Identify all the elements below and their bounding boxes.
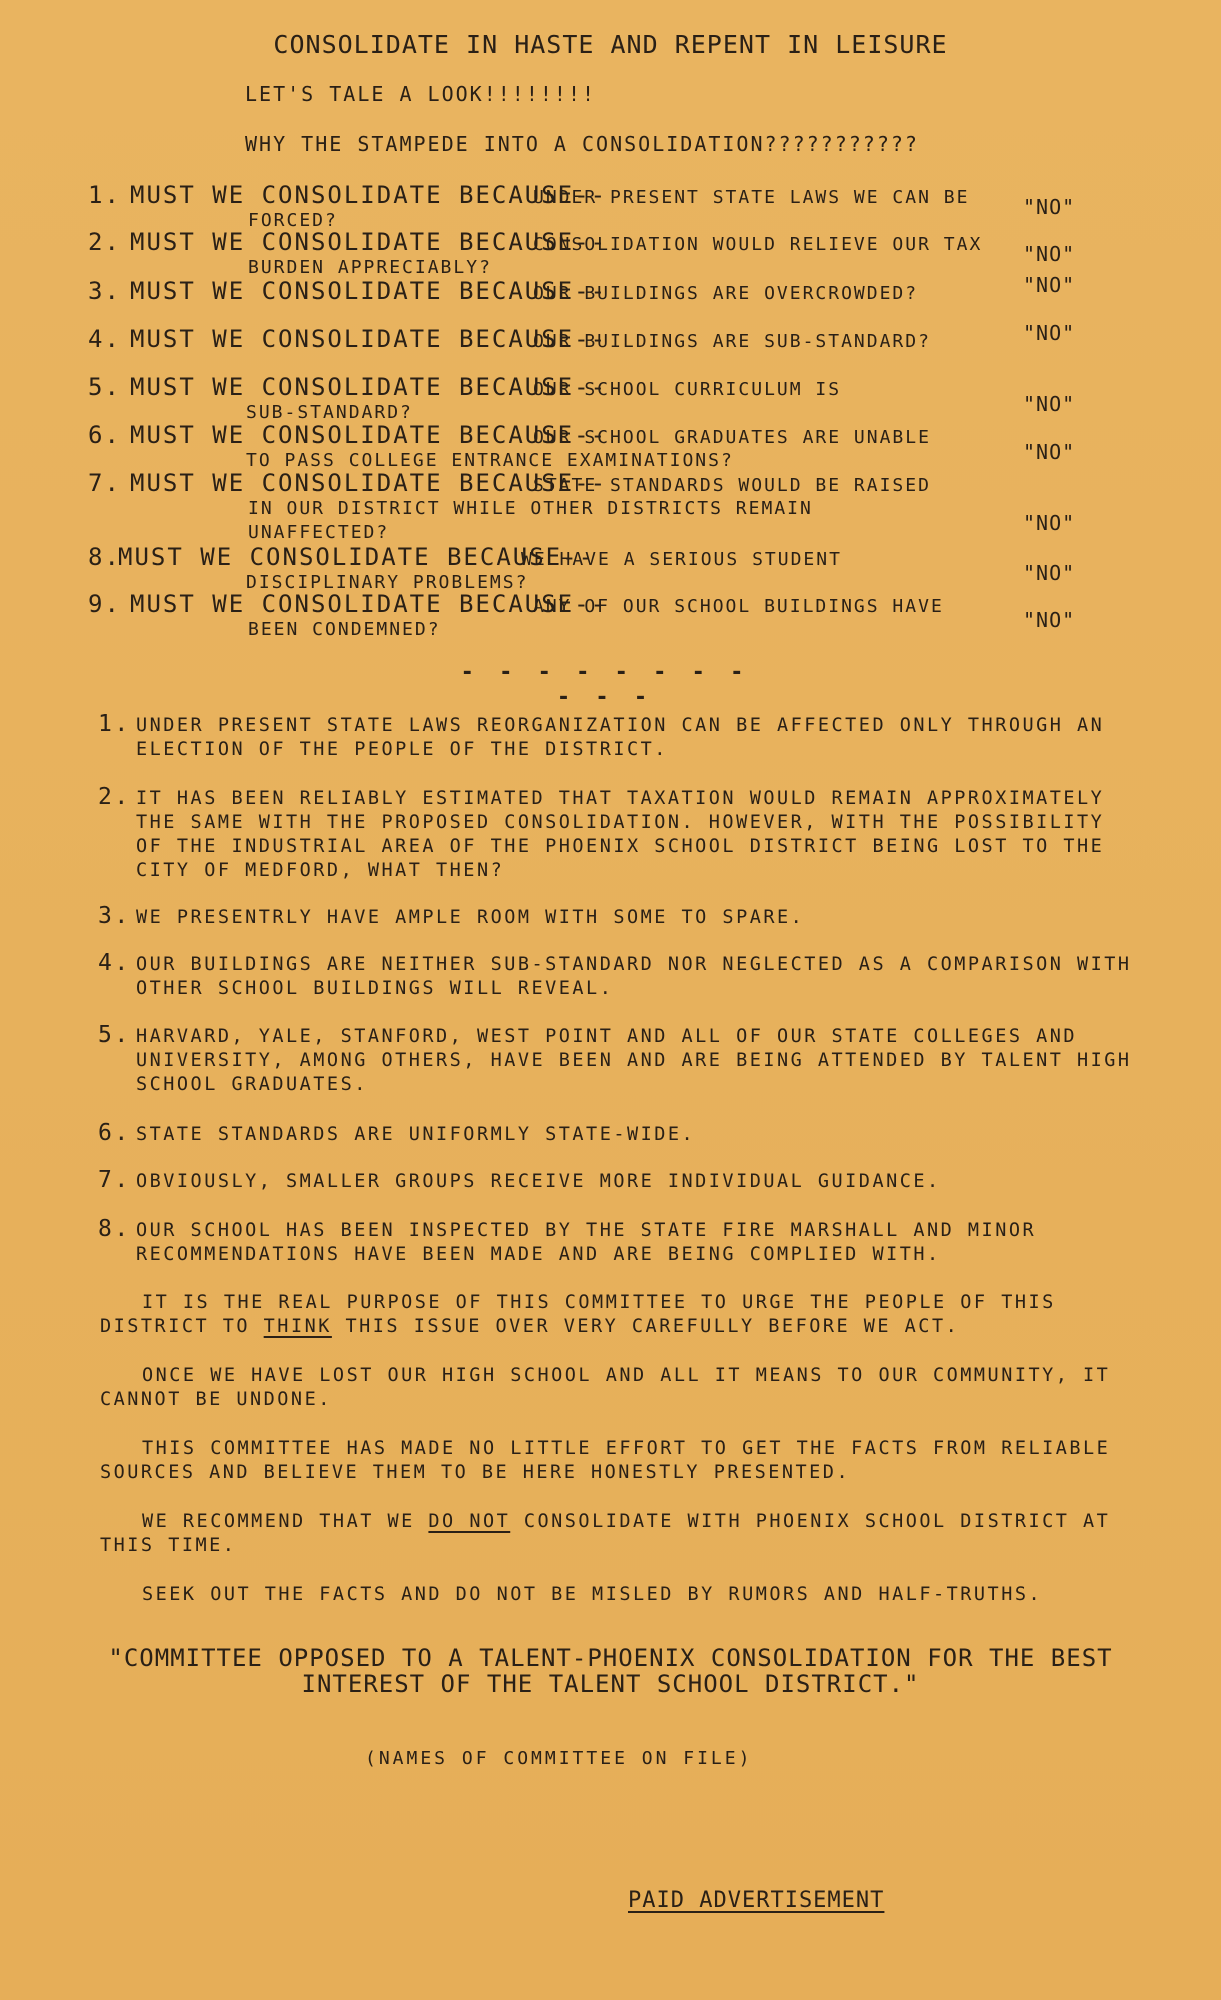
question-continuation: DISCIPLINARY PROBLEMS? xyxy=(246,572,529,593)
intro-line-1: LET'S TALE A LOOK!!!!!!!! xyxy=(245,82,597,106)
committee-names-note: (NAMES OF COMMITTEE ON FILE) xyxy=(365,1748,753,1769)
committee-statement-line-1: "COMMITTEE OPPOSED TO A TALENT-PHOENIX CONSOLIDATION FOR THE BEST xyxy=(108,1644,1113,1672)
effort-paragraph xyxy=(100,1437,1130,1485)
question-number: 9. xyxy=(88,590,121,618)
question-continuation: FORCED? xyxy=(248,210,338,231)
question-lead: MUST WE CONSOLIDATE BECAUSE-- xyxy=(130,325,608,353)
question-lead: MUST WE CONSOLIDATE BECAUSE-- xyxy=(130,277,608,305)
question-answer: "NO" xyxy=(1023,392,1076,416)
question-continuation: SUB-STANDARD? xyxy=(246,402,413,423)
committee-statement xyxy=(0,1645,1221,1697)
effort-text: THIS COMMITTEE HAS MADE NO LITTLE EFFORT TO GET THE FACTS FROM RELIABLE SOURCES AND BELIEVE THEM TO BE HERE HONESTLY PRESENTED. xyxy=(100,1438,1111,1483)
answer-text: STATE STANDARDS ARE UNIFORMLY STATE-WIDE. xyxy=(136,1124,696,1145)
question-lead: MUST WE CONSOLIDATE BECAUSE-- xyxy=(130,421,608,449)
question-lead: MUST WE CONSOLIDATE BECAUSE-- xyxy=(130,228,608,256)
emphasis-do-not: DO NOT xyxy=(428,1511,511,1532)
question-lead: MUST WE CONSOLIDATE BECAUSE-- xyxy=(130,469,608,497)
question-continuation: IN OUR DISTRICT WHILE OTHER DISTRICTS REMAIN xyxy=(248,498,813,519)
answer-text: IT HAS BEEN RELIABLY ESTIMATED THAT TAXATION WOULD REMAIN APPROXIMATELY THE SAME WITH THE PROPOSED CONSOLIDATION. HOWEVER, WITH THE POSSIBILITY OF THE INDUSTRIAL AREA OF THE PHOENIX SCHOOL DISTRICT BEING LOST TO THE CITY OF MEDFORD, WHAT THEN? xyxy=(136,788,1105,881)
question-text: UNDER PRESENT STATE LAWS WE CAN BE xyxy=(533,187,970,208)
question-continuation: UNAFFECTED? xyxy=(248,522,390,543)
question-answer: "NO" xyxy=(1023,273,1076,297)
question-answer: "NO" xyxy=(1023,440,1076,464)
seek-paragraph xyxy=(100,1583,1130,1607)
recommendation-text-end: CONSOLIDATE WITH PHOENIX SCHOOL DISTRICT AT THIS TIME. xyxy=(100,1511,1111,1556)
question-text: STATE STANDARDS WOULD BE RAISED xyxy=(533,475,931,496)
question-number: 6. xyxy=(88,421,121,449)
recommendation-text-start: WE RECOMMEND THAT WE xyxy=(142,1511,415,1532)
question-lead: MUST WE CONSOLIDATE BECAUSE-- xyxy=(130,373,608,401)
question-number: 2. xyxy=(88,228,121,256)
recommendation-paragraph xyxy=(100,1510,1130,1558)
question-text: ANY OF OUR SCHOOL BUILDINGS HAVE xyxy=(533,596,944,617)
section-divider: - - - - - - - - - - - xyxy=(460,660,750,710)
question-text: OUR BUILDINGS ARE SUB-STANDARD? xyxy=(533,331,931,352)
question-text: OUR BUILDINGS ARE OVERCROWDED? xyxy=(533,283,919,304)
purpose-text-end: THIS ISSUE OVER VERY CAREFULLY BEFORE WE ACT. xyxy=(345,1316,960,1337)
question-number: 3. xyxy=(88,277,121,305)
answer-text: UNDER PRESENT STATE LAWS REORGANIZATION CAN BE AFFECTED ONLY THROUGH AN ELECTION OF THE PEOPLE OF THE DISTRICT. xyxy=(136,715,1105,760)
once-text: ONCE WE HAVE LOST OUR HIGH SCHOOL AND ALL IT MEANS TO OUR COMMUNITY, IT CANNOT BE UNDONE. xyxy=(100,1365,1111,1410)
answer-text: OBVIOUSLY, SMALLER GROUPS RECEIVE MORE INDIVIDUAL GUIDANCE. xyxy=(136,1171,941,1192)
seek-text: SEEK OUT THE FACTS AND DO NOT BE MISLED BY RUMORS AND HALF-TRUTHS. xyxy=(142,1584,1043,1605)
answer-number: 6. xyxy=(98,1120,131,1146)
question-continuation: BEEN CONDEMNED? xyxy=(248,619,441,640)
purpose-text-start: IT IS THE REAL PURPOSE OF THIS COMMITTEE TO URGE THE PEOPLE OF THIS DISTRICT TO xyxy=(100,1292,1056,1337)
question-text: OUR SCHOOL CURRICULUM IS xyxy=(533,379,842,400)
answer-number: 5. xyxy=(98,1022,131,1048)
question-number: 1. xyxy=(88,181,121,209)
answer-number: 1. xyxy=(98,711,131,737)
answer-number: 7. xyxy=(98,1167,131,1193)
emphasis-think: THINK xyxy=(263,1316,332,1337)
purpose-paragraph xyxy=(100,1291,1130,1339)
question-text: OUR SCHOOL GRADUATES ARE UNABLE xyxy=(533,427,931,448)
question-text: CONSOLIDATION WOULD RELIEVE OUR TAX xyxy=(533,234,983,255)
question-answer: "NO" xyxy=(1023,242,1076,266)
answer-text: HARVARD, YALE, STANFORD, WEST POINT AND ALL OF OUR STATE COLLEGES AND UNIVERSITY, AMONG OTHERS, HAVE BEEN AND ARE BEING ATTENDED BY TALENT HIGH SCHOOL GRADUATES. xyxy=(136,1026,1132,1095)
answer-number: 3. xyxy=(98,903,131,929)
question-answer: "NO" xyxy=(1023,608,1076,632)
question-continuation: BURDEN APPRECIABLY? xyxy=(248,257,492,278)
question-answer: "NO" xyxy=(1023,195,1076,219)
answer-text: OUR SCHOOL HAS BEEN INSPECTED BY THE STATE FIRE MARSHALL AND MINOR RECOMMENDATIONS HAVE BEEN MADE AND ARE BEING COMPLIED WITH. xyxy=(136,1220,1037,1265)
answer-number: 8. xyxy=(98,1216,131,1242)
question-lead: MUST WE CONSOLIDATE BECAUSE-- xyxy=(130,181,608,209)
question-lead: MUST WE CONSOLIDATE BECAUSE-- xyxy=(130,590,608,618)
question-text: WE HAVE A SERIOUS STUDENT xyxy=(521,549,842,570)
question-number: 7. xyxy=(88,469,121,497)
question-number: 4. xyxy=(88,325,121,353)
question-number: 8. xyxy=(88,543,121,571)
answer-text: OUR BUILDINGS ARE NEITHER SUB-STANDARD NOR NEGLECTED AS A COMPARISON WITH OTHER SCHOOL BUILDINGS WILL REVEAL. xyxy=(136,954,1132,999)
flyer-title: CONSOLIDATE IN HASTE AND REPENT IN LEISURE xyxy=(273,30,948,59)
question-number: 5. xyxy=(88,373,121,401)
answer-text: WE PRESENTRLY HAVE AMPLE ROOM WITH SOME TO SPARE. xyxy=(136,907,805,928)
question-lead: MUST WE CONSOLIDATE BECAUSE-- xyxy=(118,543,596,571)
paid-advertisement-label: PAID ADVERTISEMENT xyxy=(628,1888,885,1913)
committee-statement-line-2: INTEREST OF THE TALENT SCHOOL DISTRICT." xyxy=(301,1670,920,1698)
question-continuation: TO PASS COLLEGE ENTRANCE EXAMINATIONS? xyxy=(246,450,734,471)
question-answer: "NO" xyxy=(1023,561,1076,585)
answer-number: 4. xyxy=(98,950,131,976)
question-answer: "NO" xyxy=(1023,321,1076,345)
question-answer: "NO" xyxy=(1023,511,1076,535)
once-paragraph xyxy=(100,1364,1130,1412)
intro-line-2: WHY THE STAMPEDE INTO A CONSOLIDATION??????????? xyxy=(245,132,919,156)
answer-number: 2. xyxy=(98,784,131,810)
